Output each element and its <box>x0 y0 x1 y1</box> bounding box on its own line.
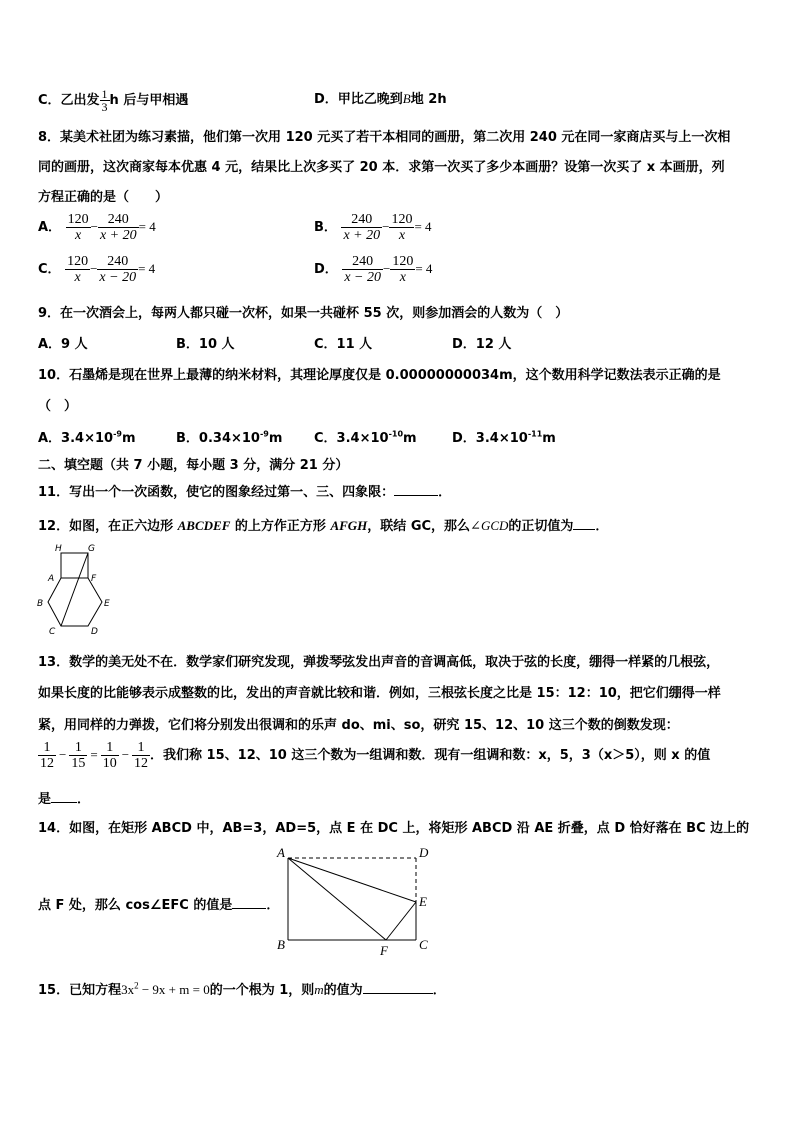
q7-option-c <box>38 88 188 113</box>
q8-option-a: A． $\frac{120}{x}$ − $\frac{240}{x + 20}$ = 4 <box>38 212 156 243</box>
section-2-heading: 二、填空题（共 7 小题，每小题 3 分，满分 21 分） <box>38 458 349 473</box>
q10-stem: 10．石墨烯是现在世界上最薄的纳米材料，其理论厚度仅是 0.00000000034m，这个数用科学记数法表示正确的是 <box>38 368 721 383</box>
q11: 11．写出一个一次函数，使它的图象经过第一、三、四象限： ． <box>38 481 451 500</box>
q13-line1: 13．数学的美无处不在．数学家们研究发现，弹拨琴弦发出声音的音调高低，取决于弦的长度，绷得一样紧的几根弦， <box>38 655 720 670</box>
q7-option-c-fraction: $\frac{1}{3}$ <box>101 87 108 114</box>
hexagon-abcdef <box>48 578 102 626</box>
segment-gc <box>61 553 88 626</box>
q8-stem-line3: 方程正确的是（ ） <box>38 190 169 205</box>
label-a: A <box>277 845 285 860</box>
q13-line3: 紧，用同样的力弹拨，它们将分别发出很调和的乐声 do、mi、so，研究 15、12、10 这三个数的倒数发现： <box>38 718 679 733</box>
q14-figure <box>274 842 439 960</box>
q13-line2: 如果长度的比能够表示成整数的比，发出的声音就比较和谐．例如，三根弦长度之比是 15：12：10，把它们绷得一样 <box>38 686 721 701</box>
label-c: C <box>49 627 56 637</box>
label-c: C <box>419 937 428 952</box>
q10-option-c: C．$3.4\times 10^{-10}m$ <box>314 429 417 446</box>
q15: 15．已知方程$3x^2 - 9x + m = 0$的一个根为 1，则m的值为 ． <box>38 980 446 998</box>
label-g: G <box>88 544 95 554</box>
q9-option-b: B．10 人 <box>176 337 235 352</box>
label-f: F <box>91 574 97 584</box>
q8-option-c: C． $\frac{120}{x}$ − $\frac{240}{x - 20}$ = 4 <box>38 254 156 285</box>
label-b: B <box>37 599 44 609</box>
q14-line2: 点 F 处，那么 cos∠EFC 的值是 ． <box>38 894 279 913</box>
q9-option-a: A．9 人 <box>38 337 88 352</box>
q15-equation: $3x^2 - 9x + m = 0$ <box>121 980 210 997</box>
square-afgh <box>61 553 88 578</box>
angle-gcd: ∠GCD <box>470 518 509 533</box>
q10-option-a: A．$3.4\times 10^{-9}m$ <box>38 429 136 446</box>
label-b: B <box>277 937 285 952</box>
label-f: F <box>380 943 388 958</box>
q8-stem-line2: 同的画册，这次商家每本优惠 4 元，结果比上次多买了 20 本．求第一次买了多少本画册？设第一次买了 x 本画册，列 <box>38 160 725 175</box>
label-a: A <box>48 574 55 584</box>
segment-fe <box>386 902 416 940</box>
q10-option-b: B．$0.34\times 10^{-9}m$ <box>176 429 283 446</box>
q7-option-d: D．甲比乙晚到B地 2h <box>314 91 447 107</box>
q9-option-d: D．12 人 <box>452 337 512 352</box>
label-d: D <box>91 627 98 637</box>
q11-answer-blank[interactable] <box>394 482 438 496</box>
q12-figure <box>34 540 114 640</box>
q13-last-line: 是 ． <box>38 788 90 807</box>
q14-answer-blank[interactable] <box>232 895 266 909</box>
q7-option-c-prefix: C．乙出发 <box>38 93 100 108</box>
q10-option-d: D．$3.4\times 10^{-11}m$ <box>452 429 556 446</box>
q9-stem: 9．在一次酒会上，每两人都只碰一次杯，如果一共碰杯 55 次，则参加酒会的人数为（ ） <box>38 306 569 321</box>
segment-af <box>288 858 386 940</box>
label-e: E <box>104 599 110 609</box>
q13-equation-line: $\frac{1}{12}$ − $\frac{1}{15}$ = $\frac{1}{10}$ − $\frac{1}{12}$ ．我们称 15、12、10 这三个数为一组调和数．现有一组调和数：x，5，3（x＞5），则 x 的值 <box>40 740 711 771</box>
q8-option-d: D． $\frac{240}{x - 20}$ − $\frac{120}{x}$ = 4 <box>314 254 433 285</box>
q12-stem: 12．如图，在正六边形 ABCDEF 的上方作正方形 AFGH，联结 GC，那么∠GCD的正切值为 ． <box>38 518 609 534</box>
q8-option-b: B． $\frac{240}{x + 20}$ − $\frac{120}{x}$ = 4 <box>314 212 432 243</box>
label-h: H <box>55 544 62 554</box>
label-e: E <box>419 894 427 909</box>
fold-ae <box>288 858 416 902</box>
q12-answer-blank[interactable] <box>573 516 595 530</box>
q7-option-c-suffix: h 后与甲相遇 <box>109 93 189 108</box>
q13-answer-blank[interactable] <box>51 789 77 803</box>
q10-paren: （ ） <box>38 399 78 414</box>
q14-line1: 14．如图，在矩形 ABCD 中，AB=3，AD=5，点 E 在 DC 上，将矩形 ABCD 沿 AE 折叠，点 D 恰好落在 BC 边上的 <box>38 821 750 836</box>
q9-option-c: C．11 人 <box>314 337 373 352</box>
label-d: D <box>419 845 429 860</box>
q15-answer-blank[interactable] <box>363 980 433 994</box>
q8-stem-line1: 8．某美术社团为练习素描，他们第一次用 120 元买了若干本相同的画册，第二次用 240 元在同一家商店买与上一次相 <box>38 130 731 145</box>
